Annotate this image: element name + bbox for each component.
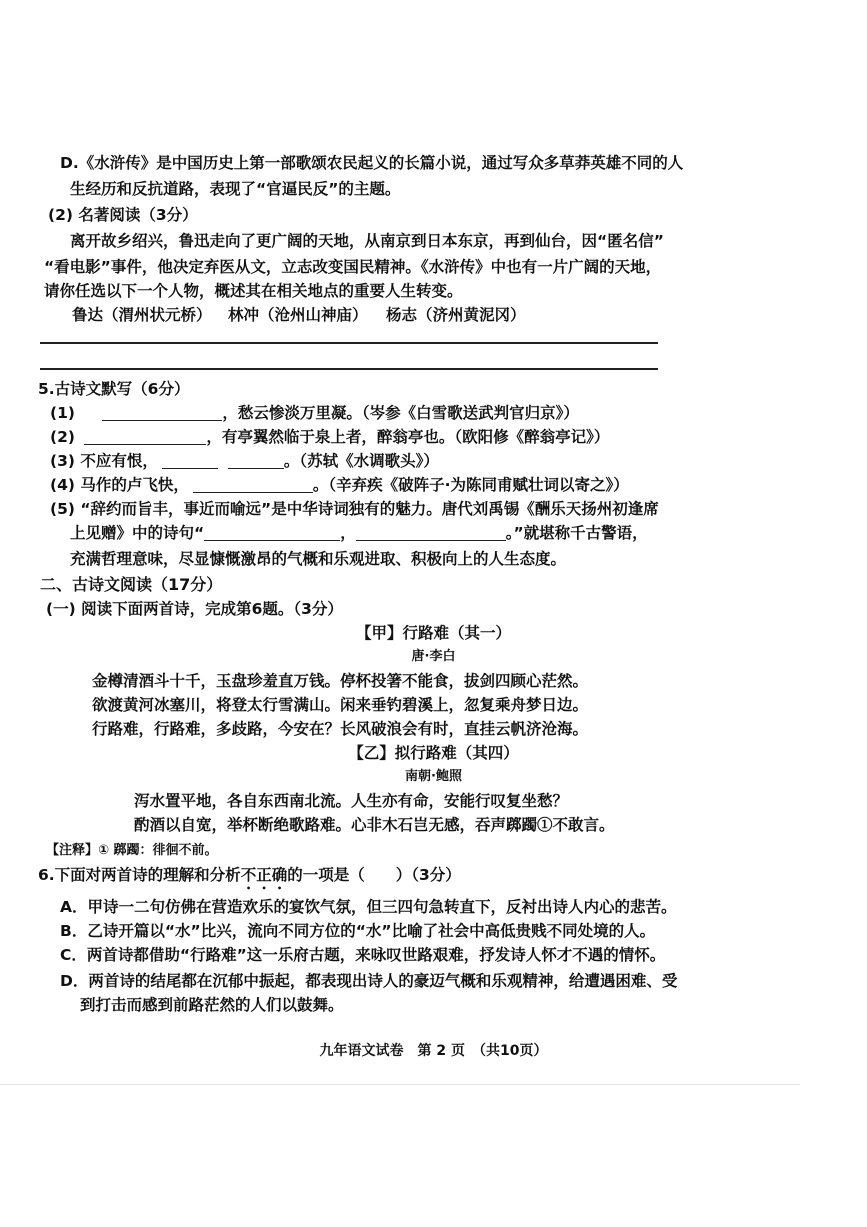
q6-stem-suffix: 的一项是（ ）（3分）: [287, 866, 461, 884]
section2-title: 二、古诗文阅读（17分）: [40, 575, 223, 594]
q5-line4-prefix: (4) 马作的卢飞快，: [50, 476, 189, 494]
q6-option-a[interactable]: A．甲诗一二句仿佛在营造欢乐的宴饮气氛，但三四句急转直下，反衬出诗人内心的悲苦。: [60, 898, 677, 916]
q6-option-b[interactable]: B．乙诗开篇以“水”比兴，流向不同方位的“水”比喻了社会中高低贵贱不同处境的人。: [60, 922, 656, 940]
q4-sub2-title: (2) 名著阅读（3分）: [48, 206, 198, 224]
q4-option-d-line2: 生经历和反抗道路，表现了“官逼民反”的主题。: [70, 180, 401, 198]
q5-title: 5.古诗文默写（6分）: [38, 380, 190, 398]
q5-line4: [50, 474, 629, 496]
poem-b-title: 【乙】拟行路难（其四）: [348, 744, 519, 762]
poem-a-title: 【甲】行路难（其一）: [355, 624, 511, 642]
q5-line3-prefix: (3) 不应有恨，: [50, 452, 158, 470]
answer-line-2: [40, 368, 658, 370]
q6-option-d-line1[interactable]: D．两首诗的结尾都在沉郁中振起，都表现出诗人的豪迈气概和乐观精神，给遭遇困难、受: [60, 972, 678, 990]
q5-line5b-blank-a[interactable]: [204, 524, 340, 541]
poem-annotation: 【注释】① 踯躅：徘徊不前。: [46, 843, 218, 858]
scan-edge-line: [0, 1084, 800, 1085]
q5-line2-number: (2): [50, 428, 75, 446]
q5-line5c: 充满哲理意味，尽显慷慨激昂的气概和乐观进取、积极向上的人生态度。: [70, 550, 567, 568]
q5-line1: [50, 402, 579, 424]
q5-line2: [50, 426, 609, 448]
q5-line3: [50, 450, 439, 472]
poem-a-line: 金樽清酒斗十千，玉盘珍羞直万钱。停杯投箸不能食，拔剑四顾心茫然。: [92, 671, 589, 690]
answer-line-1: [40, 342, 658, 344]
q5-line5b: [70, 522, 648, 544]
poem-b-line: 酌酒以自宽，举杯断绝歌路难。心非木石岂无感，吞声踯躅①不敢言。: [134, 815, 615, 834]
q5-line4-suffix: 。（辛弃疾《破阵子·为陈同甫赋壮词以寄之》）: [312, 476, 629, 494]
q5-line1-text: ，愁云惨淡万里凝。（岑参《白雪歌送武判官归京》）: [222, 404, 579, 422]
q6-option-c[interactable]: C．两首诗都借助“行路难”这一乐府古题，来咏叹世路艰难，抒发诗人怀才不遇的情怀。: [60, 946, 666, 964]
poem-b-author: 南朝·鲍照: [405, 769, 462, 784]
q4-sub2-para1: 离开故乡绍兴，鲁迅走向了更广阔的天地，从南京到日本东京，再到仙台，因“匿名信”: [70, 232, 664, 250]
q4-sub2-para3: 请你任选以下一个人物，概述其在相关地点的重要人生转变。: [44, 282, 463, 300]
section2-part1-instruction: (一) 阅读下面两首诗，完成第6题。（3分）: [46, 600, 343, 618]
q4-sub2-para2: “看电影”事件，他决定弃医从文，立志改变国民精神。《水浒传》中也有一片广阔的天地，: [44, 258, 662, 276]
poem-a-line: 行路难，行路难，多歧路，今安在？长风破浪会有时，直挂云帆济沧海。: [92, 719, 589, 738]
q5-line1-blank[interactable]: [102, 404, 222, 421]
q5-line3-blank-a[interactable]: [162, 452, 218, 469]
q6-option-d-line2: 到打击而感到前路茫然的人们以鼓舞。: [80, 996, 344, 1014]
q6-stem-emphasis: 不正确: [240, 866, 288, 884]
poem-a-author: 唐·李白: [411, 649, 456, 664]
q6-stem-prefix: 6.下面对两首诗的理解和分析: [38, 866, 241, 884]
q5-line5b-prefix: 上见赠》中的诗句“: [70, 524, 205, 542]
page-footer: 九年语文试卷 第 2 页 （共10页）: [319, 1043, 548, 1059]
q5-line3-suffix: 。（苏轼《水调歌头》）: [283, 452, 439, 470]
q5-line5b-mid: ，: [340, 524, 356, 542]
q4-character-yangzhi: 杨志（济州黄泥冈）: [386, 305, 526, 324]
q4-option-d-line1: D.《水浒传》是中国历史上第一部歌颂农民起义的长篇小说，通过写众多草莽英雄不同的人: [60, 154, 684, 172]
poem-b-line: 泻水置平地，各自东西南北流。人生亦有命，安能行叹复坐愁？: [134, 791, 569, 810]
q4-character-ruda: 鲁达（渭州状元桥）: [72, 305, 212, 324]
poem-a-line: 欲渡黄河冰塞川，将登太行雪满山。闲来垂钓碧溪上，忽复乘舟梦日边。: [92, 695, 589, 714]
q5-line5b-suffix: 。”就堪称千古警语，: [505, 524, 648, 542]
q5-line2-blank[interactable]: [84, 428, 206, 445]
q5-line3-blank-b[interactable]: [228, 452, 284, 469]
q6-stem: [38, 864, 461, 893]
q5-line5a: (5) “辞约而旨丰，事近而喻远”是中华诗词独有的魅力。唐代刘禹锡《酬乐天扬州初逢席: [50, 500, 659, 518]
q5-line1-number: (1): [50, 404, 75, 422]
q5-line5b-blank-b[interactable]: [356, 524, 506, 541]
q4-character-linchong: 林冲（沧州山神庙）: [228, 305, 368, 324]
q5-line4-blank[interactable]: [193, 476, 313, 493]
q5-line2-text: ，有亭翼然临于泉上者，醉翁亭也。（欧阳修《醉翁亭记》）: [206, 428, 610, 446]
